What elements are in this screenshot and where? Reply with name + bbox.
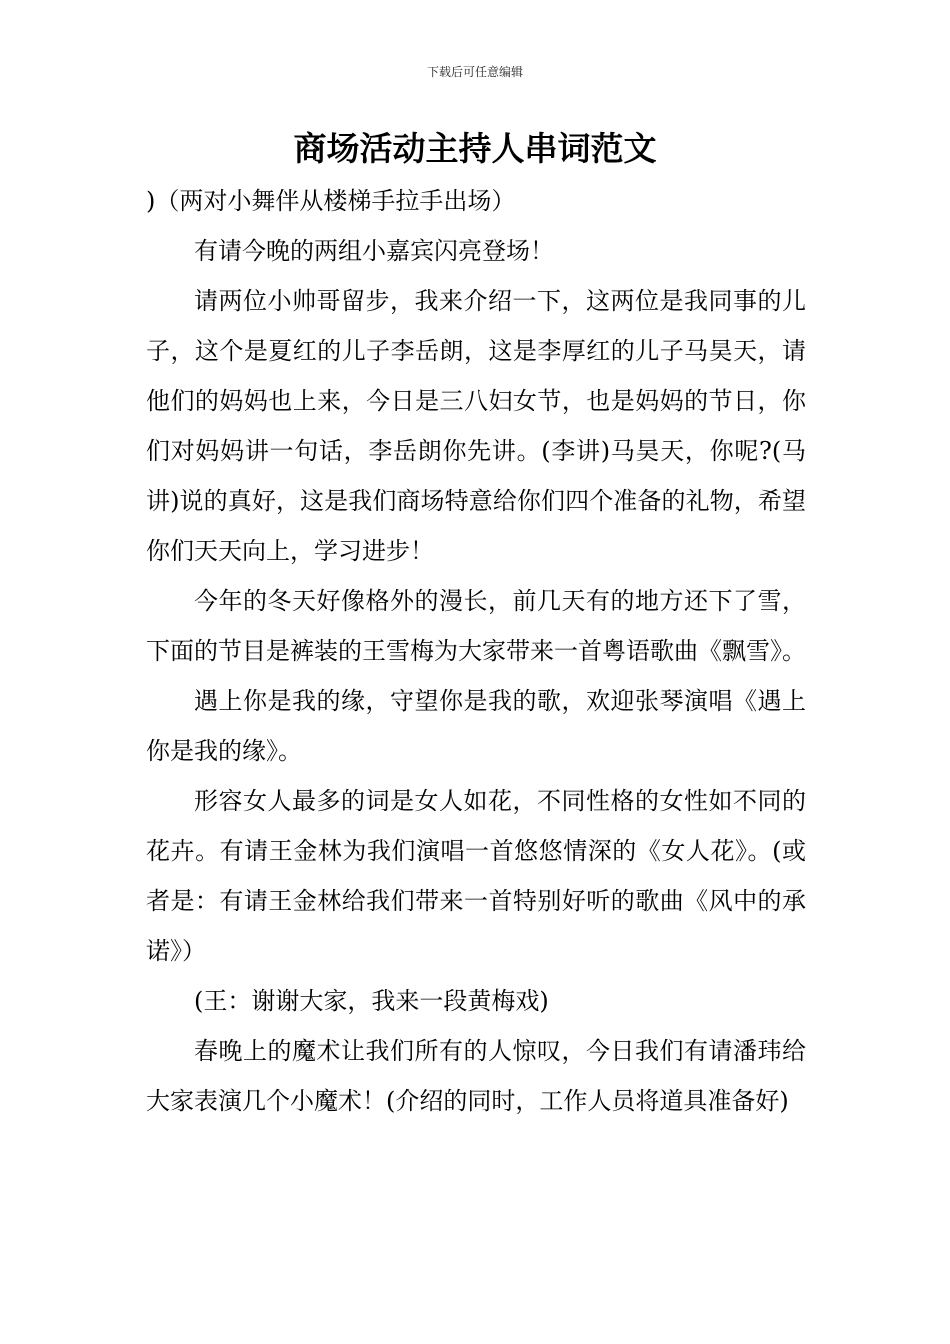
document-title: 商场活动主持人串词范文 [293,129,657,168]
paragraph-3: 请两位小帅哥留步，我来介绍一下，这两位是我同事的儿子，这个是夏红的儿子李岳朗，这是李厚红的儿子马昊天，请他们的妈妈也上来，今日是三八妇女节，也是妈妈的节日，你们对妈妈讲一句话，李岳朗你先讲。(李讲)马昊天，你呢?(马讲)说的真好，这是我们商场特意给你们四个准备的礼物，希望你们天天向上，学习进步！ [146,287,806,565]
paragraph-4: 今年的冬天好像格外的漫长，前几天有的地方还下了雪，下面的节目是裤装的王雪梅为大家带来一首粤语歌曲《飘雪》。 [146,587,806,665]
paragraph-6: 形容女人最多的词是女人如花，不同性格的女性如不同的花卉。有请王金林为我们演唱一首悠悠情深的《女人花》。(或者是：有请王金林给我们带来一首特别好听的歌曲《风中的承诺》） [146,787,806,965]
paragraph-2: 有请今晚的两组小嘉宾闪亮登场！ [194,237,554,265]
paragraph-8: 春晚上的魔术让我们所有的人惊叹，今日我们有请潘玮给大家表演几个小魔术！(介绍的同时，工作人员将道具准备好) [146,1037,806,1115]
header-note: 下载后可任意编辑 [426,65,523,79]
paragraph-1: )（两对小舞伴从楼梯手拉手出场） [146,187,516,215]
document-body [146,176,806,1126]
paragraph-7: (王：谢谢大家，我来一段黄梅戏) [194,987,549,1015]
paragraph-5: 遇上你是我的缘，守望你是我的歌，欢迎张琴演唱《遇上你是我的缘》。 [146,687,806,765]
